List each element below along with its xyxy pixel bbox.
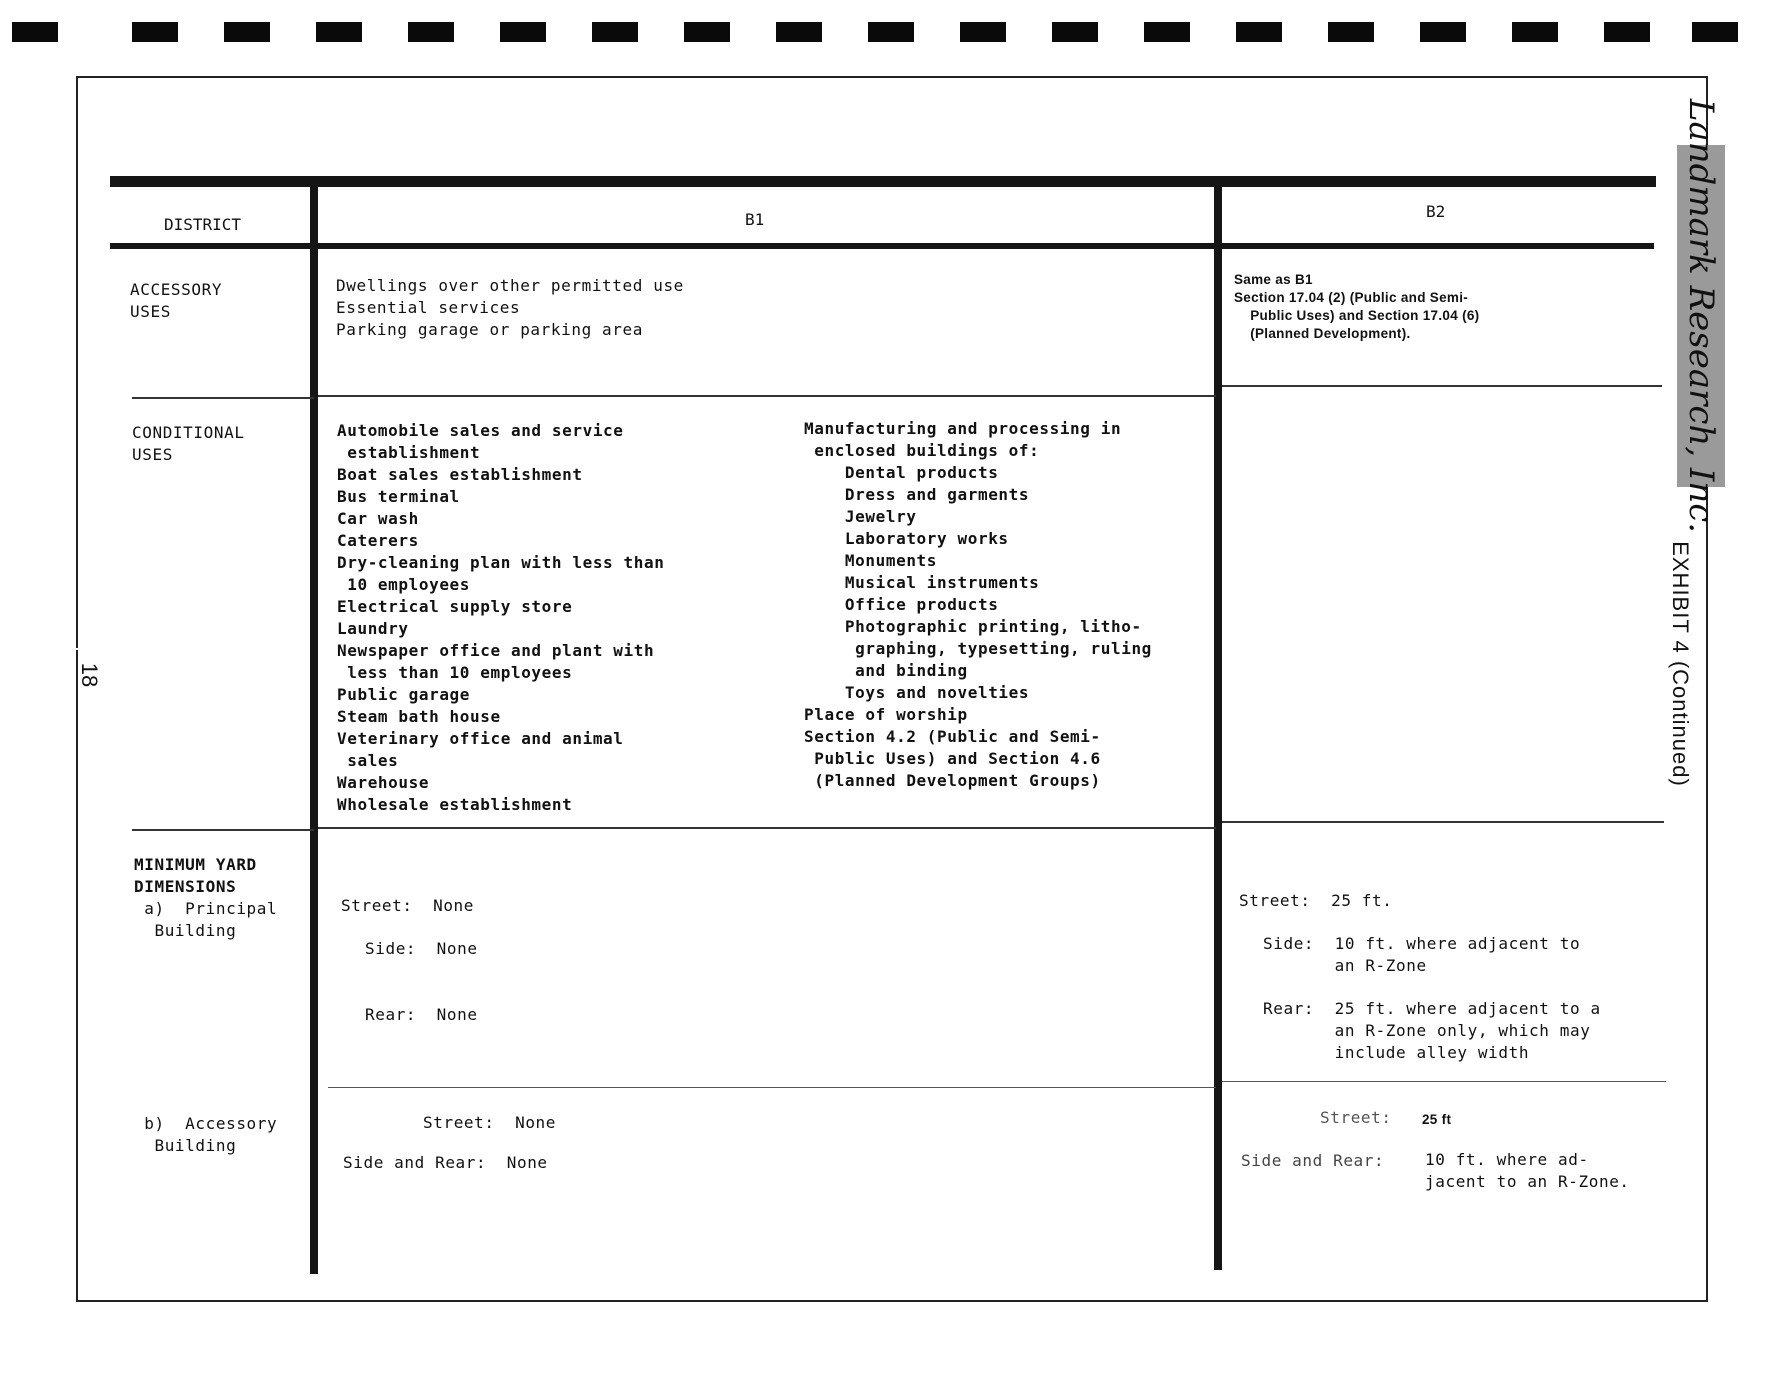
list-item: Place of worship: [804, 705, 968, 724]
list-item: Public Uses) and Section 17.04 (6): [1234, 308, 1480, 323]
list-item: Boat sales establishment: [337, 465, 583, 484]
list-item: Same as B1: [1234, 272, 1313, 287]
principal-rear-b1: Rear: None: [365, 1005, 478, 1024]
list-item: Dress and garments: [804, 485, 1030, 504]
column-divider-b1: [310, 178, 318, 1274]
page-number: 18: [77, 662, 102, 688]
conditional-uses-label: [132, 422, 245, 466]
row-label-line: DIMENSIONS: [134, 877, 237, 896]
row-label-line: USES: [132, 445, 173, 464]
list-item: less than 10 employees: [337, 663, 573, 682]
exhibit-title: EXHIBIT 4 (Continued): [1668, 541, 1693, 787]
row-label-line: a) Principal: [134, 899, 278, 918]
perforation-dash: [1692, 22, 1738, 42]
header-bottom-rule: [110, 243, 1654, 249]
list-item: Monuments: [804, 551, 938, 570]
sub-row-divider: [1222, 1081, 1666, 1082]
perforation-dash: [868, 22, 914, 42]
perforation-dash: [1604, 22, 1650, 42]
list-item: Veterinary office and animal: [337, 729, 624, 748]
list-item: an R-Zone only, which may: [1263, 1021, 1591, 1040]
list-item: Toys and novelties: [804, 683, 1030, 702]
list-item: Section 17.04 (2) (Public and Semi-: [1234, 290, 1469, 305]
list-item: Automobile sales and service: [337, 421, 624, 440]
accessory-street-b1: Street: None: [423, 1113, 557, 1132]
list-item: Office products: [804, 595, 999, 614]
list-item: Photographic printing, litho-: [804, 617, 1142, 636]
list-item: Steam bath house: [337, 707, 501, 726]
list-item: Musical instruments: [804, 573, 1040, 592]
accessory-uses-b1: [336, 275, 684, 341]
list-item: 10 ft. where ad-: [1425, 1150, 1589, 1169]
principal-street-b1: Street: None: [341, 896, 475, 915]
row-label-line: Building: [134, 921, 237, 940]
list-item: an R-Zone: [1263, 956, 1427, 975]
list-item: enclosed buildings of:: [804, 441, 1040, 460]
accessory-street-value-b2: 25 ft: [1422, 1112, 1452, 1127]
list-item: Dental products: [804, 463, 999, 482]
list-item: (Planned Development).: [1234, 326, 1411, 341]
list-item: Bus terminal: [337, 487, 460, 506]
list-item: Car wash: [337, 509, 419, 528]
accessory-street-label-b2: Street:: [1320, 1108, 1392, 1127]
perforation-dash: [132, 22, 178, 42]
list-item: Dwellings over other permitted use: [336, 276, 684, 295]
row-divider: [132, 397, 314, 399]
list-item: Laboratory works: [804, 529, 1009, 548]
column-divider-b2: [1214, 178, 1222, 1270]
sub-row-divider: [328, 1087, 1216, 1088]
row-label-line: USES: [130, 302, 171, 321]
list-item: Electrical supply store: [337, 597, 573, 616]
accessory-uses-b2: [1234, 271, 1479, 343]
perforation-dash: [224, 22, 270, 42]
list-item: Wholesale establishment: [337, 795, 573, 814]
perforation-dash: [1512, 22, 1558, 42]
row-divider: [318, 827, 1216, 829]
b2-header: B2: [1426, 202, 1446, 221]
list-item: sales: [337, 751, 399, 770]
principal-side-b2: [1263, 933, 1580, 977]
perforation-dash: [1328, 22, 1374, 42]
list-item: Side: 10 ft. where adjacent to: [1263, 934, 1581, 953]
perforation-dash: [1420, 22, 1466, 42]
list-item: Essential services: [336, 298, 521, 317]
list-item: Warehouse: [337, 773, 430, 792]
list-item: Public Uses) and Section 4.6: [804, 749, 1101, 768]
row-divider: [1222, 821, 1664, 823]
principal-street-b2: Street: 25 ft.: [1239, 891, 1393, 910]
list-item: Dry-cleaning plan with less than: [337, 553, 665, 572]
district-header: DISTRICT: [164, 215, 242, 234]
list-item: Manufacturing and processing in: [804, 419, 1122, 438]
list-item: Jewelry: [804, 507, 917, 526]
accessory-side-rear-b1: Side and Rear: None: [343, 1153, 548, 1172]
row-label-line: CONDITIONAL: [132, 423, 245, 442]
list-item: graphing, typesetting, ruling: [804, 639, 1152, 658]
perforation-dash: [316, 22, 362, 42]
perforation-strip: [12, 22, 1742, 42]
list-item: Newspaper office and plant with: [337, 641, 655, 660]
conditional-uses-b1-list-2: [804, 418, 1152, 792]
publisher-name: Landmark Research, Inc.: [1681, 98, 1721, 534]
list-item: Rear: 25 ft. where adjacent to a: [1263, 999, 1601, 1018]
list-item: 10 employees: [337, 575, 471, 594]
accessory-building-label: [134, 1113, 277, 1157]
page-number-gap: [76, 648, 96, 650]
list-item: Caterers: [337, 531, 419, 550]
list-item: Public garage: [337, 685, 471, 704]
list-item: and binding: [804, 661, 968, 680]
perforation-dash: [12, 22, 58, 42]
list-item: include alley width: [1263, 1043, 1530, 1062]
row-label-line: MINIMUM YARD: [134, 855, 257, 874]
conditional-uses-b1-list-1: [337, 420, 664, 816]
list-item: Parking garage or parking area: [336, 320, 643, 339]
perforation-dash: [1144, 22, 1190, 42]
row-divider: [318, 395, 1216, 397]
perforation-dash: [500, 22, 546, 42]
perforation-dash: [684, 22, 730, 42]
list-item: jacent to an R-Zone.: [1425, 1172, 1630, 1191]
principal-rear-b2: [1263, 998, 1601, 1064]
list-item: Section 4.2 (Public and Semi-: [804, 727, 1101, 746]
row-divider: [132, 829, 314, 831]
perforation-dash: [1236, 22, 1282, 42]
accessory-side-rear-label-b2: Side and Rear:: [1241, 1151, 1385, 1170]
list-item: Laundry: [337, 619, 409, 638]
perforation-dash: [1052, 22, 1098, 42]
perforation-dash: [776, 22, 822, 42]
b1-header: B1: [745, 210, 765, 229]
perforation-dash: [592, 22, 638, 42]
minimum-yard-label: [134, 854, 277, 942]
row-label-line: Building: [134, 1136, 237, 1155]
perforation-dash: [408, 22, 454, 42]
list-item: (Planned Development Groups): [804, 771, 1101, 790]
row-label-line: ACCESSORY: [130, 280, 223, 299]
row-divider: [1222, 385, 1662, 387]
table-top-rule: [110, 176, 1656, 187]
principal-side-b1: Side: None: [365, 939, 478, 958]
list-item: establishment: [337, 443, 481, 462]
row-label-line: b) Accessory: [134, 1114, 278, 1133]
accessory-uses-label: [130, 279, 222, 323]
perforation-dash: [960, 22, 1006, 42]
accessory-side-rear-value-b2: [1425, 1149, 1630, 1193]
